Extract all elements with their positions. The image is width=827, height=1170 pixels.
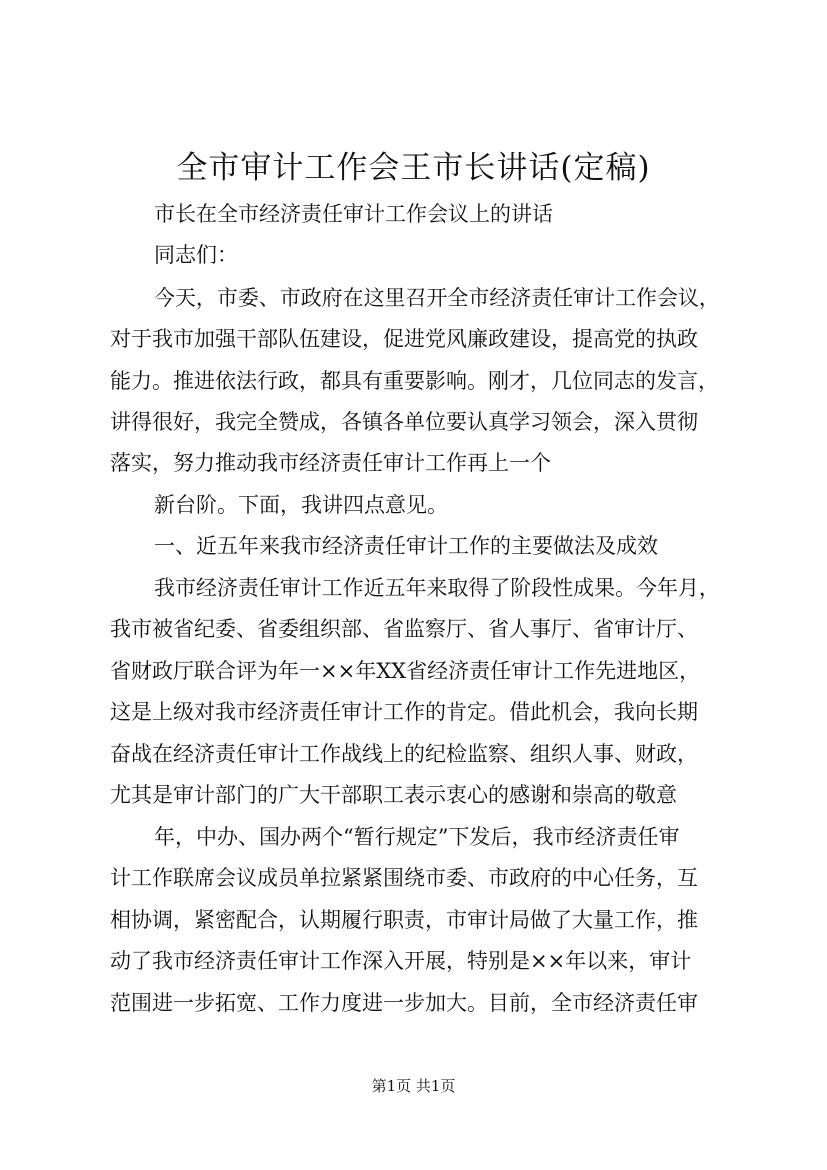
body-line: 市长在全市经济责任审计工作会议上的讲话 xyxy=(154,202,553,226)
body-line: 这是上级对我市经济责任审计工作的肯定。借此机会，我向长期 xyxy=(110,700,698,724)
body-line: 年，中办、国办两个“暂行规定”下发后，我市经济责任审 xyxy=(154,825,680,849)
body-line: 动了我市经济责任审计工作深入开展，特别是××年以来，审计 xyxy=(110,949,692,973)
body-line: 我市被省纪委、省委组织部、省监察厅、省人事厅、省审计厅、 xyxy=(110,617,698,641)
body-line: 奋战在经济责任审计工作战线上的纪检监察、组织人事、财政， xyxy=(110,742,698,766)
body-line: 省财政厅联合评为年一××年XX省经济责任审计工作先进地区， xyxy=(110,659,701,683)
body-line: 新台阶。下面，我讲四点意见。 xyxy=(154,493,448,517)
page-footer: 第1页 共1页 xyxy=(371,1077,456,1095)
body-line: 范围进一步拓宽、工作力度进一步加大。目前，全市经济责任审 xyxy=(110,991,698,1015)
body-line: 相协调，紧密配合，认期履行职责，市审计局做了大量工作，推 xyxy=(110,908,698,932)
body-line: 能力。推进依法行政，都具有重要影响。刚才，几位同志的发言， xyxy=(110,369,719,393)
body-line: 尤其是审计部门的广大干部职工表示衷心的感谢和崇高的敬意 xyxy=(110,783,677,807)
body-line: 对于我市加强干部队伍建设，促进党风廉政建设，提高党的执政 xyxy=(110,327,698,351)
body-line: 我市经济责任审计工作近五年来取得了阶段性成果。今年月， xyxy=(154,576,720,600)
document-title: 全市审计工作会王市长讲话(定稿) xyxy=(176,150,651,186)
body-line: 计工作联席会议成员单拉紧紧围绕市委、市政府的中心任务，互 xyxy=(110,866,698,890)
body-line: 今天，市委、市政府在这里召开全市经济责任审计工作会议， xyxy=(154,286,720,310)
body-line: 落实，努力推动我市经济责任审计工作再上一个 xyxy=(110,451,551,475)
body-line: 讲得很好，我完全赞成，各镇各单位要认真学习领会，深入贯彻 xyxy=(110,410,698,434)
body-line: 同志们： xyxy=(154,243,238,267)
section-heading: 一、近五年来我市经济责任审计工作的主要做法及成效 xyxy=(154,534,658,558)
